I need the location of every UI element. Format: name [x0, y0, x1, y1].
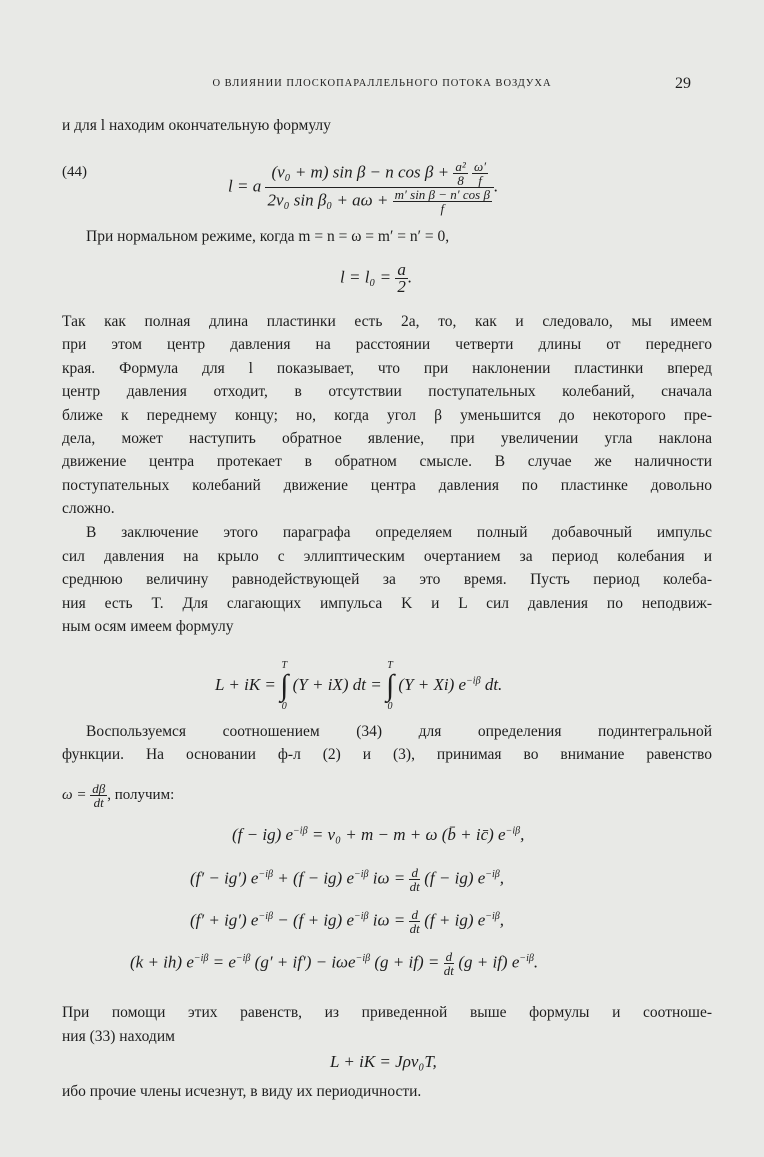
exponent: −iβ — [258, 868, 273, 880]
eq-part: (g + if) = — [370, 952, 444, 972]
eq-part: , — [499, 868, 505, 888]
integral-upper: T — [281, 660, 288, 671]
eq-part: = e — [208, 952, 236, 972]
eq-part: (g + if) e — [454, 952, 520, 972]
eq44-f: f — [478, 173, 482, 188]
intro-line: и для l находим окончательную формулу — [62, 117, 331, 134]
integral-lower: 0 — [387, 701, 393, 712]
eq-part: (k + ih) e — [130, 952, 194, 972]
exponent: −iβ — [355, 952, 371, 964]
deriv-num: d — [411, 907, 418, 922]
text-line: среднюю величину равнодействующей за это время. Пусть период колеба- — [62, 571, 712, 588]
eq-part: iω = — [368, 910, 410, 930]
exponent: −iβ — [519, 952, 534, 964]
omega-den: dt — [93, 795, 104, 810]
eq44-end: . — [494, 176, 499, 196]
integral-lhs: L + iK = — [215, 674, 281, 694]
text-line: при этом центр давления на расстоянии четверти длины от переднего — [62, 336, 712, 353]
eq44-numerator: (v₀ + m) sin β − n cos β + — [271, 162, 454, 182]
normal-mode-line: При нормальном режиме, когда m = n = ω = m′ = n′ = 0, — [86, 228, 450, 245]
equation-l0 — [340, 262, 412, 295]
eq44-denominator: 2v₀ sin β₀ + aω + — [267, 190, 393, 210]
omega-text: , получим: — [107, 786, 175, 803]
text-line: края. Формула для l показывает, что при наклонении пластинки вперед — [62, 360, 712, 377]
equation-2 — [190, 866, 504, 893]
text-line: ближе к переднему концу; но, когда угол β уменьшится до некоторого пре- — [62, 407, 712, 424]
text-line: сложно. — [62, 500, 115, 517]
exponent: −iβ — [258, 910, 273, 922]
exponent: −iβ — [354, 910, 369, 922]
omega-num: dβ — [92, 781, 106, 796]
eq-l0-den: 2 — [397, 277, 406, 296]
text-line: ния (33) находим — [62, 1028, 175, 1045]
text-line: ния есть T. Для слагающих импульса K и L сил давления по неподвиж- — [62, 595, 712, 612]
text-line: дела, может наступить обратное явление, при увеличении угла наклона — [62, 430, 712, 447]
eq-part: + (f − ig) e — [273, 868, 355, 888]
text-line: движение центра протекает в обратном смысле. В случае же наличности — [62, 453, 712, 470]
integral-lower: 0 — [281, 701, 287, 712]
exponent: −iβ — [193, 952, 209, 964]
omega-definition — [62, 782, 174, 809]
eq-l0-lhs: l = l₀ = — [340, 267, 396, 287]
eq44-omega-prime: ω′ — [474, 159, 487, 174]
equation-3 — [190, 908, 504, 935]
eq-l0-num: a — [397, 260, 406, 279]
eq-part: (f′ − ig′) e — [190, 868, 259, 888]
integral-rhs: (Y + Xi) e — [398, 674, 467, 694]
text-line: При помощи этих равенств, из приведенной выше формулы и соотноше- — [62, 1004, 712, 1021]
deriv-den: dt — [409, 879, 420, 894]
exponent: −iβ — [293, 825, 308, 837]
integral-sign: T ∫ 0 — [385, 660, 395, 712]
equation-final: L + iK = Jρv₀T, — [330, 1052, 437, 1071]
text-line: Так как полная длина пластинки есть 2a, то, как и следовало, мы имеем — [62, 313, 712, 330]
deriv-den: dt — [443, 963, 454, 978]
integral-upper: T — [387, 660, 393, 671]
omega-lhs: ω = — [62, 786, 91, 803]
equation-integral — [215, 660, 502, 712]
closing-line: ибо прочие члены исчезнут, в виду их периодичности. — [62, 1083, 422, 1100]
eq44-den-f: f — [440, 201, 445, 216]
eq-part: = v₀ + m − m + ω (b̄ + ic̄) e — [307, 825, 506, 844]
equation-1 — [232, 825, 524, 845]
eq44-a2: a² — [455, 159, 466, 174]
text-line: Воспользуемся соотношением (34) для определения подинтегральной — [86, 723, 712, 740]
equation-number-44: (44) — [62, 164, 87, 180]
text-line: функции. На основании ф-л (2) и (3), принимая во внимание равенство — [62, 746, 712, 763]
eq-part: (f′ + ig′) e — [190, 910, 259, 930]
eq44-8: 8 — [457, 173, 464, 188]
eq-part: (f − ig) e — [419, 868, 486, 888]
integral-mid: (Y + iX) dt = — [292, 674, 386, 694]
exponent: −iβ — [354, 868, 369, 880]
eq-part: . — [533, 952, 539, 972]
text-line: ным осям имеем формулу — [62, 618, 234, 635]
text-line: поступательных колебаний движение центра давления по пластинке довольно — [62, 477, 712, 494]
eq-part: iω = — [368, 868, 410, 888]
exponent: −iβ — [485, 868, 500, 880]
equation-44 — [228, 160, 498, 215]
exponent: −iβ — [235, 952, 251, 964]
integral-sign: T ∫ 0 — [280, 660, 289, 712]
eq-part: (f + ig) e — [419, 910, 486, 930]
running-title: О ВЛИЯНИИ ПЛОСКОПАРАЛЛЕЛЬНОГО ПОТОКА ВОЗДУХА — [212, 78, 552, 89]
exponent: −iβ — [505, 825, 521, 837]
text-line: сил давления на крыло с эллиптическим очертанием за период колебания и — [62, 548, 712, 565]
eq-l0-end: . — [407, 267, 413, 287]
eq-part: , — [499, 910, 505, 930]
deriv-num: d — [411, 865, 418, 880]
deriv-num: d — [445, 949, 453, 964]
eq-part: (f − ig) e — [232, 825, 294, 844]
deriv-den: dt — [409, 921, 420, 936]
text-line: В заключение этого параграфа определяем полный добавочный импульс — [86, 524, 712, 541]
eq44-den-num: m′ sin β − n′ cos β — [394, 187, 490, 202]
exponent: −iβ — [466, 675, 481, 687]
equation-4 — [130, 950, 538, 977]
eq44-lhs: l = a — [228, 176, 262, 196]
page-number: 29 — [675, 75, 691, 92]
eq44-fraction — [265, 160, 494, 215]
eq-part: − (f + ig) e — [273, 910, 355, 930]
integral-end: dt. — [480, 674, 503, 694]
eq-part: (g′ + if′) − iωe — [250, 952, 356, 972]
exponent: −iβ — [485, 910, 500, 922]
text-line: центр давления отходит, в отсутствии поступательных колебаний, сначала — [62, 383, 712, 400]
eq-part: , — [520, 825, 525, 844]
